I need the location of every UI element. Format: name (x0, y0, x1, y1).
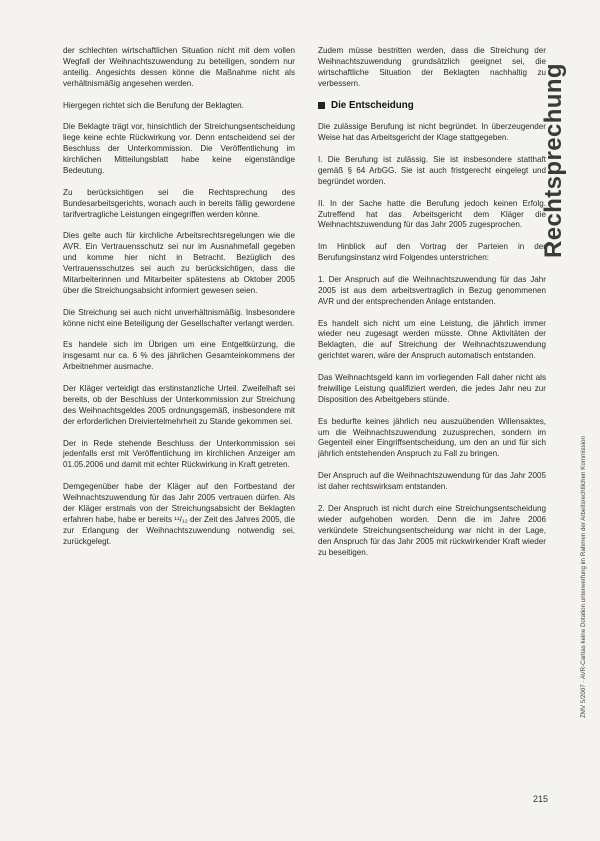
section-heading-text: Die Entscheidung (331, 99, 414, 111)
paragraph: Das Weihnachtsgeld kann im vorliegenden Fall daher nicht als freiwillige Leistung qualifiziert werden, die jedes Jahr neu zur Disposition des Arbeitgebers stünde. (318, 373, 546, 404)
paragraph: Zu berücksichtigen sei die Rechtsprechung des Bundesarbeitsgerichts, wonach auch in bereits fällig gewordene tarifvertragliche Leistungen eingegriffen werden könne. (63, 187, 295, 219)
right-column (318, 46, 546, 569)
paragraph: Der Kläger verteidigt das erstinstanzliche Urteil. Zweifelhaft sei bereits, ob der Beschluss der Unterkommission zur Streichung des Weihnachtsgeldes 2005 ordnungsgemäß, insbesondere mit der erforderlichen Dreiviertelmehrheit zu Stande gekommen sei. (63, 383, 295, 426)
paragraph: Zudem müsse bestritten werden, dass die Streichung der Weihnachtszuwendung grundsätzlich geeignet sei, die wirtschaftliche Situation der Beklagten nachhaltig zu verbessern. (318, 46, 546, 88)
paragraph: Die Beklagte trägt vor, hinsichtlich der Streichungsentscheidung liege keine echte Rückwirkung vor. Denn entscheidend sei der Beschluss der Unterkommission. Die Veröffentlichung im kirchlichen Mitteilungsblatt habe keine eigenständige Bedeutung. (63, 122, 295, 175)
paragraph: Demgegenüber habe der Kläger auf den Fortbestand der Weihnachtszuwendung für das Jahr 2005 vertrauen dürfen. Als der Kläger erstmals von der Streichungsabsicht der Beklagten erfahren habe, habe er bereits ¹¹/₁₂ der Zeit des Jahres 2005, die zur Erlangung der Weihnachtszuwendung notwendig sei, zurückgelegt. (63, 482, 295, 546)
left-column (63, 46, 295, 558)
paragraph: Der in Rede stehende Beschluss der Unterkommission sei jedenfalls erst mit Veröffentlichung im kirchlichen Anzeiger am 01.05.2006 und damit mit echter Rückwirkung in Kraft getreten. (63, 438, 295, 470)
paragraph: Die zulässige Berufung ist nicht begründet. In überzeugender Weise hat das Arbeitsgericht der Klage stattgegeben. (318, 122, 546, 143)
page-number: 215 (533, 794, 549, 804)
paragraph: II. In der Sache hatte die Berufung jedoch keinen Erfolg. Zutreffend hat das Arbeitsgericht dem Kläger die Weihnachtszuwendung für das Jahr 2005 zugesprochen. (318, 198, 546, 230)
paragraph: Im Hinblick auf den Vortrag der Parteien in der Berufungsinstanz wird Folgendes unterstrichen: (318, 242, 546, 263)
paragraph: Der Anspruch auf die Weihnachtszuwendung für das Jahr 2005 ist daher rechtswirksam entstanden. (318, 471, 546, 492)
square-bullet-icon (318, 102, 325, 109)
paragraph: I. Die Berufung ist zulässig. Sie ist insbesondere statthaft gemäß § 64 ArbGG. Sie ist auch fristgerecht eingelegt und begründet worden. (318, 155, 546, 186)
paragraph: Die Streichung sei auch nicht unverhältnismäßig. Insbesondere könne nicht eine Beteiligung der Gesellschafter verlangt werden. (63, 307, 295, 328)
side-footer-note: ZMV 5/2007 · AVR-Caritas keine Dotation unterwerfung im Rahmen der Arbeitsrechtlichen Kommission (580, 436, 587, 718)
paragraph: 1. Der Anspruch auf die Weihnachtszuwendung für das Jahr 2005 ist aus dem arbeitsvertraglich in Bezug genommenen AVR und der entsprechenden Anlage entstanden. (318, 274, 546, 306)
paragraph: Es handele sich im Übrigen um eine Entgeltkürzung, die insgesamt nur ca. 6 % des jährlichen Gesamteinkommens der Arbeitnehmer ausmache. (63, 340, 295, 372)
paragraph: Hiergegen richtet sich die Berufung der Beklagten. (63, 100, 244, 110)
paragraph: Es bedurfte keines jährlich neu auszuübenden Willensaktes, um die Weihnachtszuwendung zuzusprechen, sondern im Gegenteil einer Eingriffsentscheidung, um den an und für sich jährlich entstehenden Anspruch zu Fall zu bringen. (318, 416, 546, 459)
paragraph: Dies gelte auch für kirchliche Arbeitsrechtsregelungen wie die AVR. Ein Vertrauensschutz sei nur im Ausnahmefall gegeben und komme hier nicht in Betracht. Bezüglich des Vertrauensschutzes sei auch zu berücksichtigen, dass die Mitarbeiterinnen und Mitarbeiter spätestens ab Oktober 2005 über die Streichungsabsicht informiert gewesen seien. (63, 231, 295, 295)
section-side-title: Rechtsprechung (540, 63, 567, 258)
section-heading (318, 101, 546, 112)
paragraph: 2. Der Anspruch ist nicht durch eine Streichungsentscheidung wieder aufgehoben worden. Denn die im Jahre 2006 verkündete Streichungsentscheidung war nicht in der Lage, den Anspruch für das Jahr 2005 mit rückwirkender Kraft wieder zu beseitigen. (318, 503, 546, 557)
paragraph: Es handelt sich nicht um eine Leistung, die jährlich immer wieder neu zugesagt werden müsste. Ohne Aktivitäten der Beklagten, die auf Streichung der Weihnachtszuwendung gerichtet waren, wäre der Anspruch automatisch entstanden. (318, 318, 546, 361)
paragraph: der schlechten wirtschaftlichen Situation nicht mit dem vollen Wegfall der Weihnachtszuwendung zu beteiligen, sondern nur anteilig. Angesichts dessen könne die Maßnahme nicht als verhältnismäßig angesehen werden. (63, 46, 295, 88)
